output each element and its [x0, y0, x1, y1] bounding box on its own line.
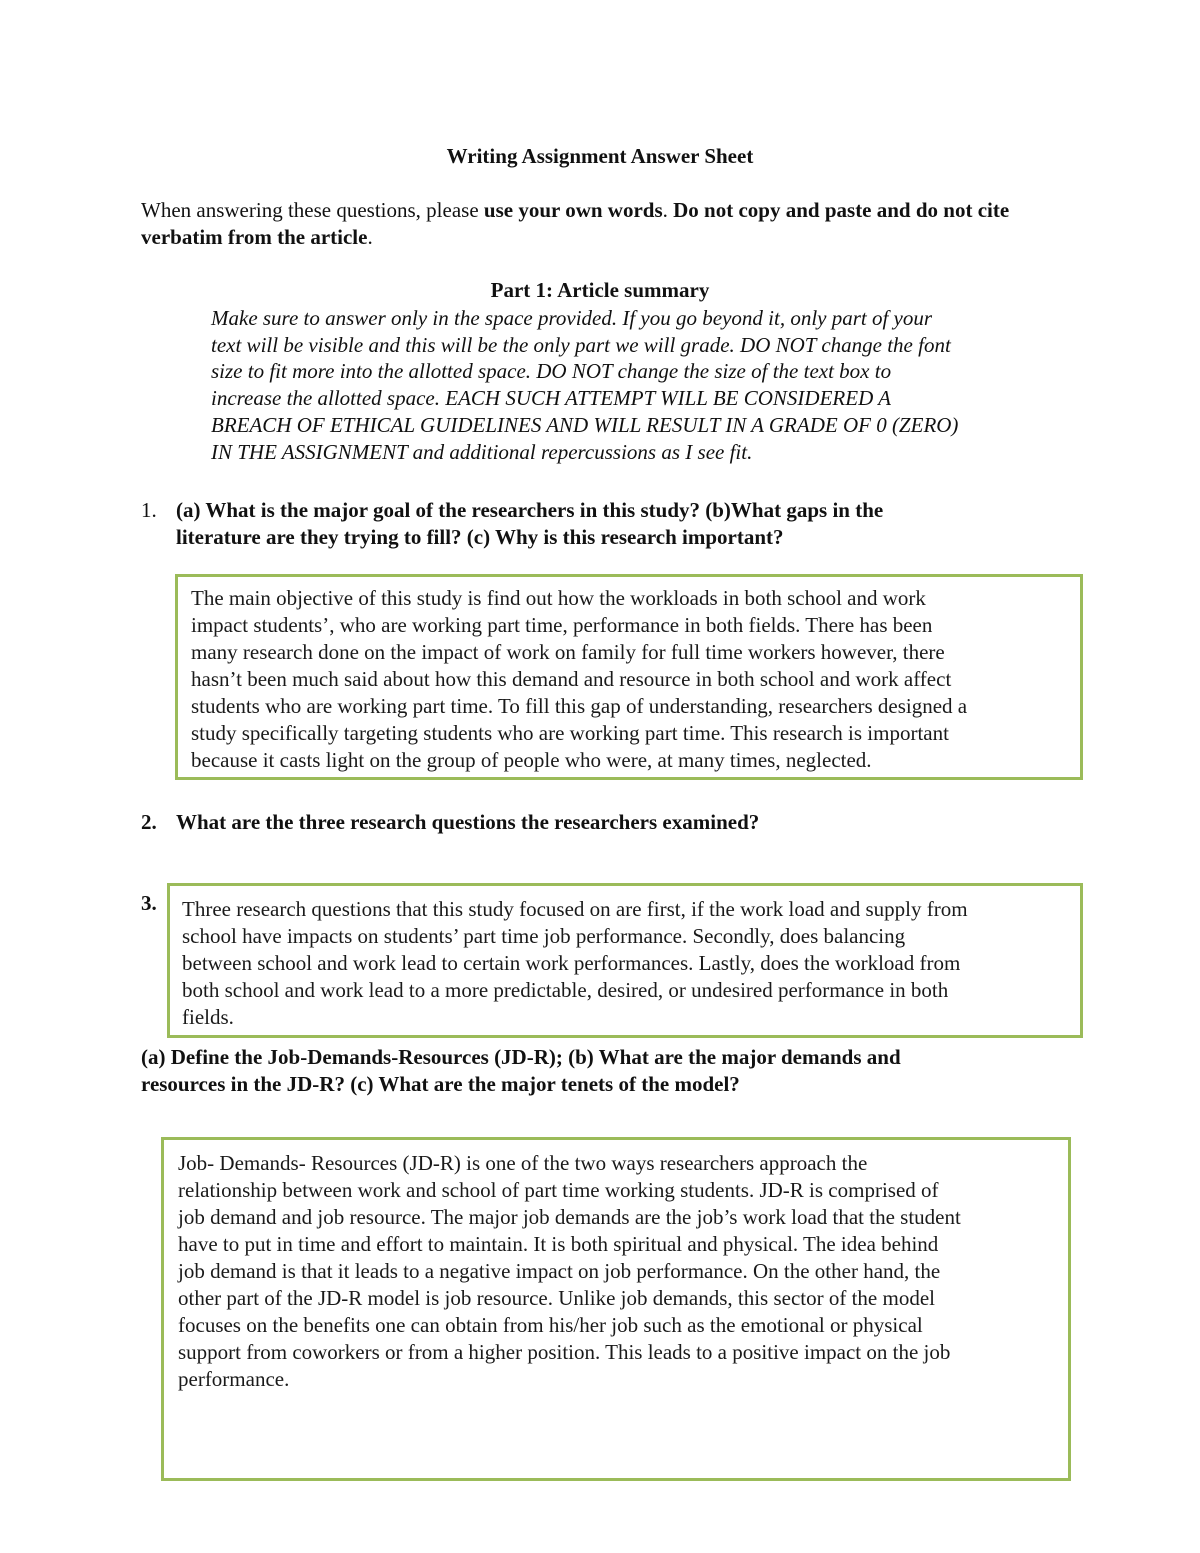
intro-prefix: When answering these questions, please [141, 198, 484, 222]
intro-paragraph [141, 197, 1071, 251]
question-2-text: What are the three research questions the researchers examined? [176, 810, 760, 834]
intro-suffix: . [367, 225, 373, 249]
question-3-number: 3. [141, 891, 157, 915]
answer-box-1[interactable]: The main objective of this study is find out how the workloads in both school and work impact students’, who are working part time, performance in both fields. There has been many research done on the impact of work on family for full time workers however, there hasn’t been much said about how this demand and resource in both school and work affect students who are working part time. To fill this gap of understanding, researchers designed a study specifically targeting students who are working part time. This research is important because it casts light on the group of people who were, at many times, neglected. [175, 574, 1083, 780]
answer-box-jdr[interactable]: Job- Demands- Resources (JD-R) is one of the two ways researchers approach the relationship between work and school of part time working students. JD-R is comprised of job demand and job resource. The major job demands are the job’s work load that the student have to put in time and effort to maintain. It is both spiritual and physical. The idea behind job demand is that it leads to a negative impact on job performance. On the other hand, the other part of the JD-R model is job resource. Unlike job demands, this sector of the model focuses on the benefits one can obtain from his/her job such as the emotional or physical support from coworkers or from a higher position. This leads to a positive impact on the job performance. [161, 1137, 1071, 1481]
page-title: Writing Assignment Answer Sheet [446, 144, 754, 168]
question-1-text: (a) What is the major goal of the researchers in this study? (b)What gaps in the literature are they trying to fill? (c) Why is this research important? [176, 498, 884, 549]
answer-box-3[interactable]: Three research questions that this study focused on are first, if the work load and supply from school have impacts on students’ part time job performance. Secondly, does balancing between school and work lead to certain work performances. Lastly, does the workload from both school and work lead to a more predictable, desired, or undesired performance in both fields. [167, 883, 1083, 1038]
intro-bold-own-words: use your own words [483, 198, 663, 222]
question-jdr-text: (a) Define the Job-Demands-Resources (JD-R); (b) What are the major demands and resources in the JD-R? (c) What are the major tenets of the model? [141, 1045, 901, 1096]
intro-bold-no-copy: Do not copy and paste and do not cite verbatim from the article [141, 198, 1010, 249]
part1-instructions: Make sure to answer only in the space provided. If you go beyond it, only part of your text will be visible and this will be the only part we will grade. DO NOT change the font size to fit more into the allotted space. DO NOT change the size of the text box to increase the allotted space. EACH SUCH ATTEMPT WILL BE CONSIDERED A BREACH OF ETHICAL GUIDELINES AND WILL RESULT IN A GRADE OF 0 (ZERO) IN THE ASSIGNMENT and additional repercussions as I see fit. [211, 306, 959, 464]
question-1-number: 1. [141, 498, 157, 522]
question-2-number: 2. [141, 810, 157, 834]
intro-middle: . [662, 198, 674, 222]
part1-heading: Part 1: Article summary [490, 278, 710, 302]
